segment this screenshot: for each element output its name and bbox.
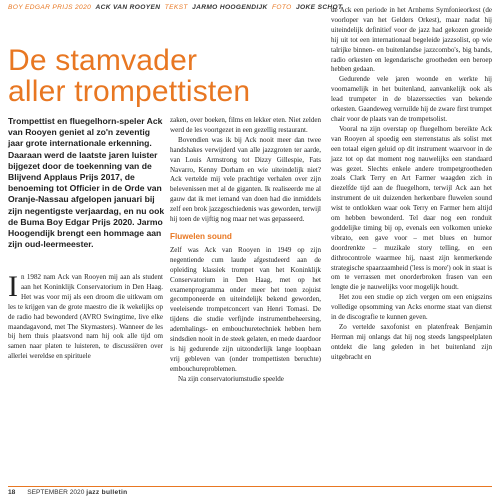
article-intro: Trompettist en fluegelhorn-speler Ack van Rooyen geniet al zo'n zeventig jaar grote internationale erkenning. Daaraan werd de laatste jaren luister bijgezet door de toekenning van de Blijvend Applaus Prijs 2017, de benoeming tot Officier in de Orde van Oranje-Nassau afgelopen januari bij zijn negentigste verjaardag, en nu ook de Buma Boy Edgar Prijs 2020. Jarmo Hoogendijk brengt een hommage aan zijn oud-leermeester. bbox=[8, 116, 165, 250]
col2-paragraph-3: Zelf was Ack van Rooyen in 1949 op zijn negentiende cum laude afgestudeerd aan de opleiding klassiek trompet van het Koninklijk Conservatorium in Den Haag, met op het examenprogramma onder meer het toen zojuist gecomponeerde en uiteindelijk bekend geworden, veeleisende trompetconcert van Henri Tomasi. De tijdens die studie verfijnde instrumentbeheersing, ademhalings- en embouchuretechniek hebben hem sindsdien nooit in de steek gelaten, en mede daardoor is hij gedurende zijn uitzonderlijk lange loopbaan vrij gebleven van (onder trompettisten beruchte) embouchureproblemen. bbox=[170, 245, 321, 373]
magazine-name: jazz bulletin bbox=[86, 489, 128, 496]
col2-paragraph-2: Bovendien was ik bij Ack nooit meer dan twee handshakes verwijderd van alle jazzgroten ter aarde, van Louis Armstrong tot Dizzy Gillespie, Fats Navarro, Kenny Dorham en wie uiteindelijk niet? Ack vertelde mij vele prachtige verhalen over zijn belevenissen met al de giganten. Ik realiseerde me al gauw dat ik met iemand van doen had die inmiddels zelf een brok jazzgeschiedenis was geworden, terwijl hij toen de vijftig nog maar net was gepasseerd. bbox=[170, 135, 321, 224]
col3-paragraph-3: Vooral na zijn overstap op fluegelhorn bereikte Ack van Rooyen al spoedig een sterrenstatus als solist met een totaal eigen geluid op dit instrument waarvoor in de jazz tot op dat moment nog nauwelijks een standaard was gezet. Slechts enkele andere trompetgrootheden zoals Clark Terry en Art Farmer waagden zich in diezelfde tijd aan de fluegelhorn, terwijl Ack aan het instrument de uit duizenden herkenbare fluwelen sound wist te ontlokken waar ook Terry en Farmer hem altijd om hebben bewonderd. Tel daar nog een ronduit goddelijke timing bij op, evenals een volkomen unieke vibrato, een gave voor – met blues en humor doordrenkte – muzikale story telling, en een dithrocontrole waarmee hij, naast zijn kenmerkende strategische spaarzaamheid ('less is more') ook in staat is om te verrassen met onorderbroken frasen van een lengte die je nauwelijks voor mogelijk houdt. bbox=[331, 124, 492, 292]
col1-text: n 1982 nam Ack van Rooyen mij aan als student aan het Koninklijk Conservatorium in Den Haag. Het was voor mij als een droom die uitkwam om les te krijgen van de grote maestro die ik wekelijks op de radio had bewonderd (AVRO Swingtime, live elke maandagavond, met The Skymasters). Wanneer de les bij hem thuis plaatsvond nam hij ook alle tijd om samen naar platen te luisteren, te discussiëren over allerlei wereldse en spirituele bbox=[8, 273, 163, 361]
column-2 bbox=[170, 116, 321, 385]
header-author: JARMO HOOGENDIJK bbox=[192, 4, 268, 11]
col2-paragraph-1: zaken, over boeken, films en lekker eten. Niet zelden werd de les voortgezet in een gezellig restaurant. bbox=[170, 116, 321, 134]
issue-date: SEPTEMBER 2020 bbox=[27, 489, 85, 496]
article-title bbox=[8, 45, 318, 107]
col3-paragraph-2: Gedurende vele jaren woonde en werkte hij voornamelijk in het buitenland, aanvankelijk ook als lead trumpeter in de blazerssecties van bekende orkesten. Gaandeweg verruilde hij de zware first trumpet chair voor de plaats van de trompetsolist. bbox=[331, 75, 492, 123]
page-number: 18 bbox=[8, 489, 16, 496]
col3-paragraph-4: Het zou een studie op zich vergen om een enigszins volledige opsomming van Acks enorme staat van dienst in de discografie te kunnen geven. bbox=[331, 293, 492, 322]
page-header bbox=[8, 4, 343, 11]
col1-paragraph bbox=[8, 270, 163, 362]
section-subhead: Fluwelen sound bbox=[170, 231, 232, 241]
header-photo-label: FOTO bbox=[272, 4, 292, 11]
column-3 bbox=[331, 6, 492, 363]
column-1 bbox=[8, 270, 163, 362]
col2-paragraph-4: Na zijn conservatoriumstudie speelde bbox=[178, 374, 284, 383]
title-line-2: aller trompettisten bbox=[8, 75, 251, 108]
header-subject: ACK VAN ROOYEN bbox=[95, 4, 161, 11]
header-photographer: JOKE SCHOT bbox=[296, 4, 343, 11]
footer-rule bbox=[8, 486, 492, 487]
drop-cap: I bbox=[8, 270, 18, 303]
col3-paragraph-1: de Ack een periode in het Arnhems Symfonieorkest (de voorloper van het Gelders Orkest), maar nadat hij uiteindelijk definitief voor de jazz had gekozen groeide hij uit tot een internationaal begeleide jazzsolist, op wie talrijke binnen- en buitenlandse jazzcombo's, big bands, radio orkesten en legendarische grootheden een beroep hebben gedaan. bbox=[331, 6, 492, 74]
title-line-1: De stamvader bbox=[8, 44, 198, 77]
col3-paragraph-5: Zo vertelde saxofonist en platenfreak Benjamin Herman mij onlangs dat hij nog steeds langspeelplaten ontdekt die lang geleden in het buitenland zijn uitgebracht en bbox=[331, 323, 492, 361]
header-category: BOY EDGAR PRIJS 2020 bbox=[8, 4, 92, 11]
header-text-label: TEKST bbox=[164, 4, 188, 11]
page-footer bbox=[8, 489, 127, 496]
